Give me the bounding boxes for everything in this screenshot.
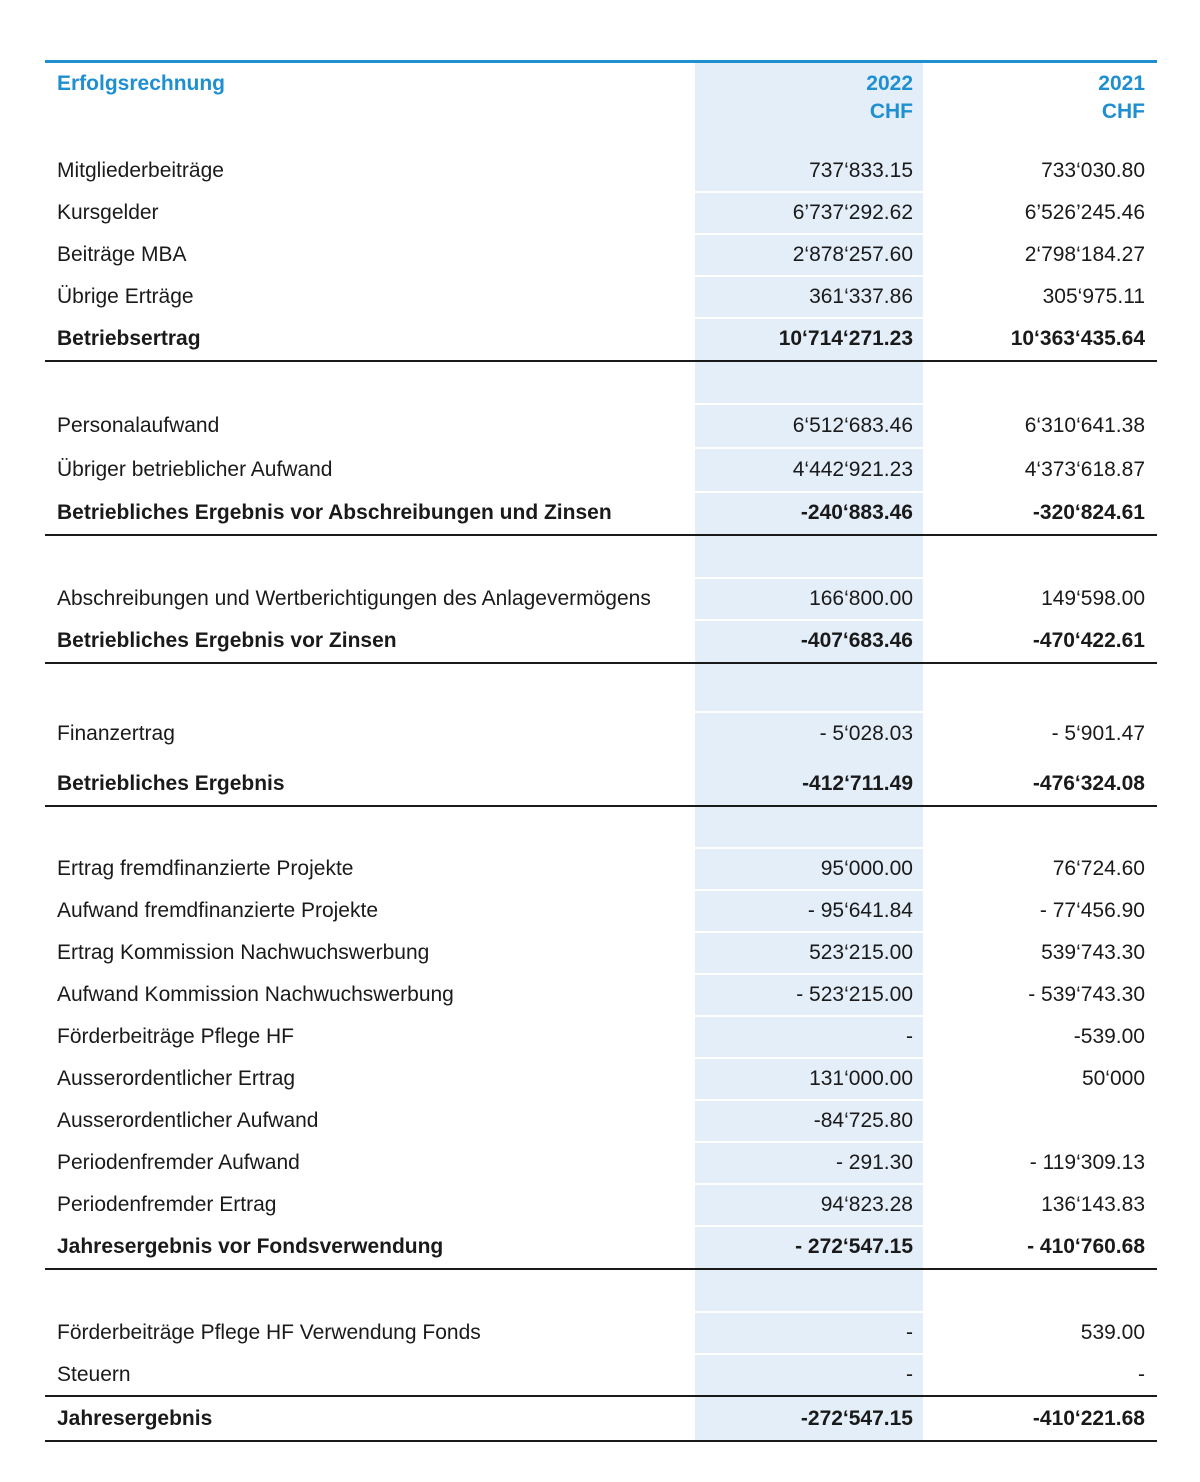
table-row	[45, 1312, 1157, 1354]
value-2021: - 410‘760.68	[1027, 1235, 1145, 1258]
value-2021: -320‘824.61	[1032, 501, 1145, 524]
table-row	[45, 1016, 1157, 1058]
value-2022: 6‘512‘683.46	[792, 414, 913, 437]
value-2022: -	[906, 1025, 913, 1048]
value-2022: 737‘833.15	[809, 159, 913, 182]
subtotal-row	[45, 492, 1157, 534]
table-row	[45, 150, 1157, 192]
table-row	[45, 932, 1157, 974]
subtotal-row	[45, 318, 1157, 360]
row-label: Förderbeiträge Pflege HF Verwendung Fonds	[57, 1321, 481, 1344]
table-title: Erfolgsrechnung	[57, 72, 226, 95]
value-2021: -539.00	[1073, 1025, 1145, 1048]
currency-2021: CHF	[1101, 100, 1145, 123]
table-row	[45, 1184, 1157, 1226]
row-label: Finanzertrag	[57, 722, 175, 745]
year-2022: 2022	[866, 72, 913, 95]
value-2022: 95‘000.00	[820, 857, 913, 880]
row-label: Ertrag fremdfinanzierte Projekte	[57, 857, 354, 880]
row-label: Mitgliederbeiträge	[57, 159, 224, 182]
value-2022: -407‘683.46	[800, 629, 913, 652]
row-label: Ausserordentlicher Ertrag	[57, 1067, 296, 1090]
row-label: Abschreibungen und Wertberichtigungen des Anlagevermögens	[57, 587, 651, 610]
subtotal-row	[45, 620, 1157, 662]
subtotal-row	[45, 1226, 1157, 1268]
value-2022: 523‘215.00	[809, 941, 913, 964]
total-row	[45, 1397, 1157, 1440]
row-label: Betriebsertrag	[57, 327, 201, 350]
column-header-2021	[925, 70, 1145, 130]
value-2022: - 291.30	[835, 1151, 913, 1174]
section-rule	[45, 360, 1157, 362]
table-row	[45, 848, 1157, 890]
value-2021: 6’526’245.46	[1024, 201, 1145, 224]
row-label: Übrige Erträge	[57, 285, 194, 308]
section-rule	[45, 534, 1157, 536]
row-label: Ausserordentlicher Aufwand	[57, 1109, 319, 1132]
value-2022: -272‘547.15	[800, 1406, 913, 1430]
value-2021	[925, 1100, 1145, 1142]
value-2021: 733‘030.80	[1041, 159, 1145, 182]
row-label: Aufwand fremdfinanzierte Projekte	[57, 899, 378, 922]
top-rule	[45, 60, 1157, 63]
value-2022: 94‘823.28	[820, 1193, 913, 1216]
row-label: Förderbeiträge Pflege HF	[57, 1025, 294, 1048]
value-2021: 2‘798‘184.27	[1024, 243, 1145, 266]
value-2022: 361‘337.86	[809, 285, 913, 308]
value-2021: 539‘743.30	[1041, 941, 1145, 964]
value-2022: - 272‘547.15	[795, 1235, 913, 1258]
row-label: Kursgelder	[57, 201, 159, 224]
value-2021: -470‘422.61	[1032, 629, 1145, 652]
value-2022: -	[906, 1321, 913, 1344]
row-label: Steuern	[57, 1363, 131, 1386]
table-row	[45, 1100, 1157, 1142]
table-row	[45, 578, 1157, 620]
row-label: Jahresergebnis vor Fondsverwendung	[57, 1235, 444, 1258]
value-2022: 166‘800.00	[809, 587, 913, 610]
value-2022: -84‘725.80	[813, 1109, 913, 1132]
value-2021: - 5‘901.47	[1051, 722, 1145, 745]
row-label: Betriebliches Ergebnis	[57, 772, 285, 795]
value-2021: 50‘000	[1081, 1067, 1145, 1090]
value-2021: -476‘324.08	[1032, 772, 1145, 795]
value-2021: 305‘975.11	[1042, 285, 1145, 308]
value-2022: 4‘442‘921.23	[792, 458, 913, 481]
section-rule	[45, 805, 1157, 807]
value-2022: -	[906, 1363, 913, 1386]
row-label: Betriebliches Ergebnis vor Abschreibungen und Zinsen	[57, 501, 612, 524]
table-row	[45, 448, 1157, 492]
value-2022: 131‘000.00	[809, 1067, 913, 1090]
row-label: Beiträge MBA	[57, 243, 187, 266]
value-2022: - 95‘641.84	[807, 899, 913, 922]
value-2021: - 539‘743.30	[1028, 983, 1145, 1006]
value-2022: - 523‘215.00	[796, 983, 913, 1006]
value-2021: 136‘143.83	[1041, 1193, 1145, 1216]
section-rule	[45, 662, 1157, 664]
value-2021: 6‘310‘641.38	[1024, 414, 1145, 437]
table-row	[45, 192, 1157, 234]
value-2021: 149‘598.00	[1041, 587, 1145, 610]
row-label: Jahresergebnis	[57, 1406, 213, 1430]
bottom-rule	[45, 1440, 1157, 1442]
row-label: Periodenfremder Aufwand	[57, 1151, 300, 1174]
table-row	[45, 974, 1157, 1016]
table-row	[45, 890, 1157, 932]
table-row	[45, 1142, 1157, 1184]
value-2021: 539.00	[1080, 1321, 1145, 1344]
value-2021: -	[1138, 1363, 1145, 1386]
column-header-2022	[695, 70, 913, 130]
table-row	[45, 1058, 1157, 1100]
currency-2022: CHF	[869, 100, 913, 123]
value-2021: - 119‘309.13	[1029, 1151, 1145, 1174]
value-2022: -412‘711.49	[802, 772, 913, 795]
row-label: Übriger betrieblicher Aufwand	[57, 458, 333, 481]
row-label: Periodenfremder Ertrag	[57, 1193, 277, 1216]
value-2022: 10‘714‘271.23	[778, 327, 913, 350]
section-rule	[45, 1268, 1157, 1270]
value-2021: - 77‘456.90	[1039, 899, 1145, 922]
value-2021: 4‘373‘618.87	[1024, 458, 1145, 481]
subtotal-row	[45, 762, 1157, 806]
year-2021: 2021	[1098, 72, 1145, 95]
row-label: Aufwand Kommission Nachwuchswerbung	[57, 983, 454, 1006]
value-2021: -410‘221.68	[1032, 1406, 1145, 1430]
value-2022: - 5‘028.03	[819, 722, 913, 745]
value-2022: 2‘878‘257.60	[792, 243, 913, 266]
table-header	[45, 70, 1157, 130]
value-2021: 76‘724.60	[1052, 857, 1145, 880]
table-row	[45, 712, 1157, 756]
value-2021: 10‘363‘435.64	[1010, 327, 1145, 350]
table-row	[45, 276, 1157, 318]
value-2022: -240‘883.46	[800, 501, 913, 524]
row-label: Personalaufwand	[57, 414, 220, 437]
table-row	[45, 404, 1157, 448]
table-row	[45, 234, 1157, 276]
value-2022: 6’737‘292.62	[792, 201, 913, 224]
table-row	[45, 1354, 1157, 1396]
row-label: Betriebliches Ergebnis vor Zinsen	[57, 629, 397, 652]
row-label: Ertrag Kommission Nachwuchswerbung	[57, 941, 430, 964]
